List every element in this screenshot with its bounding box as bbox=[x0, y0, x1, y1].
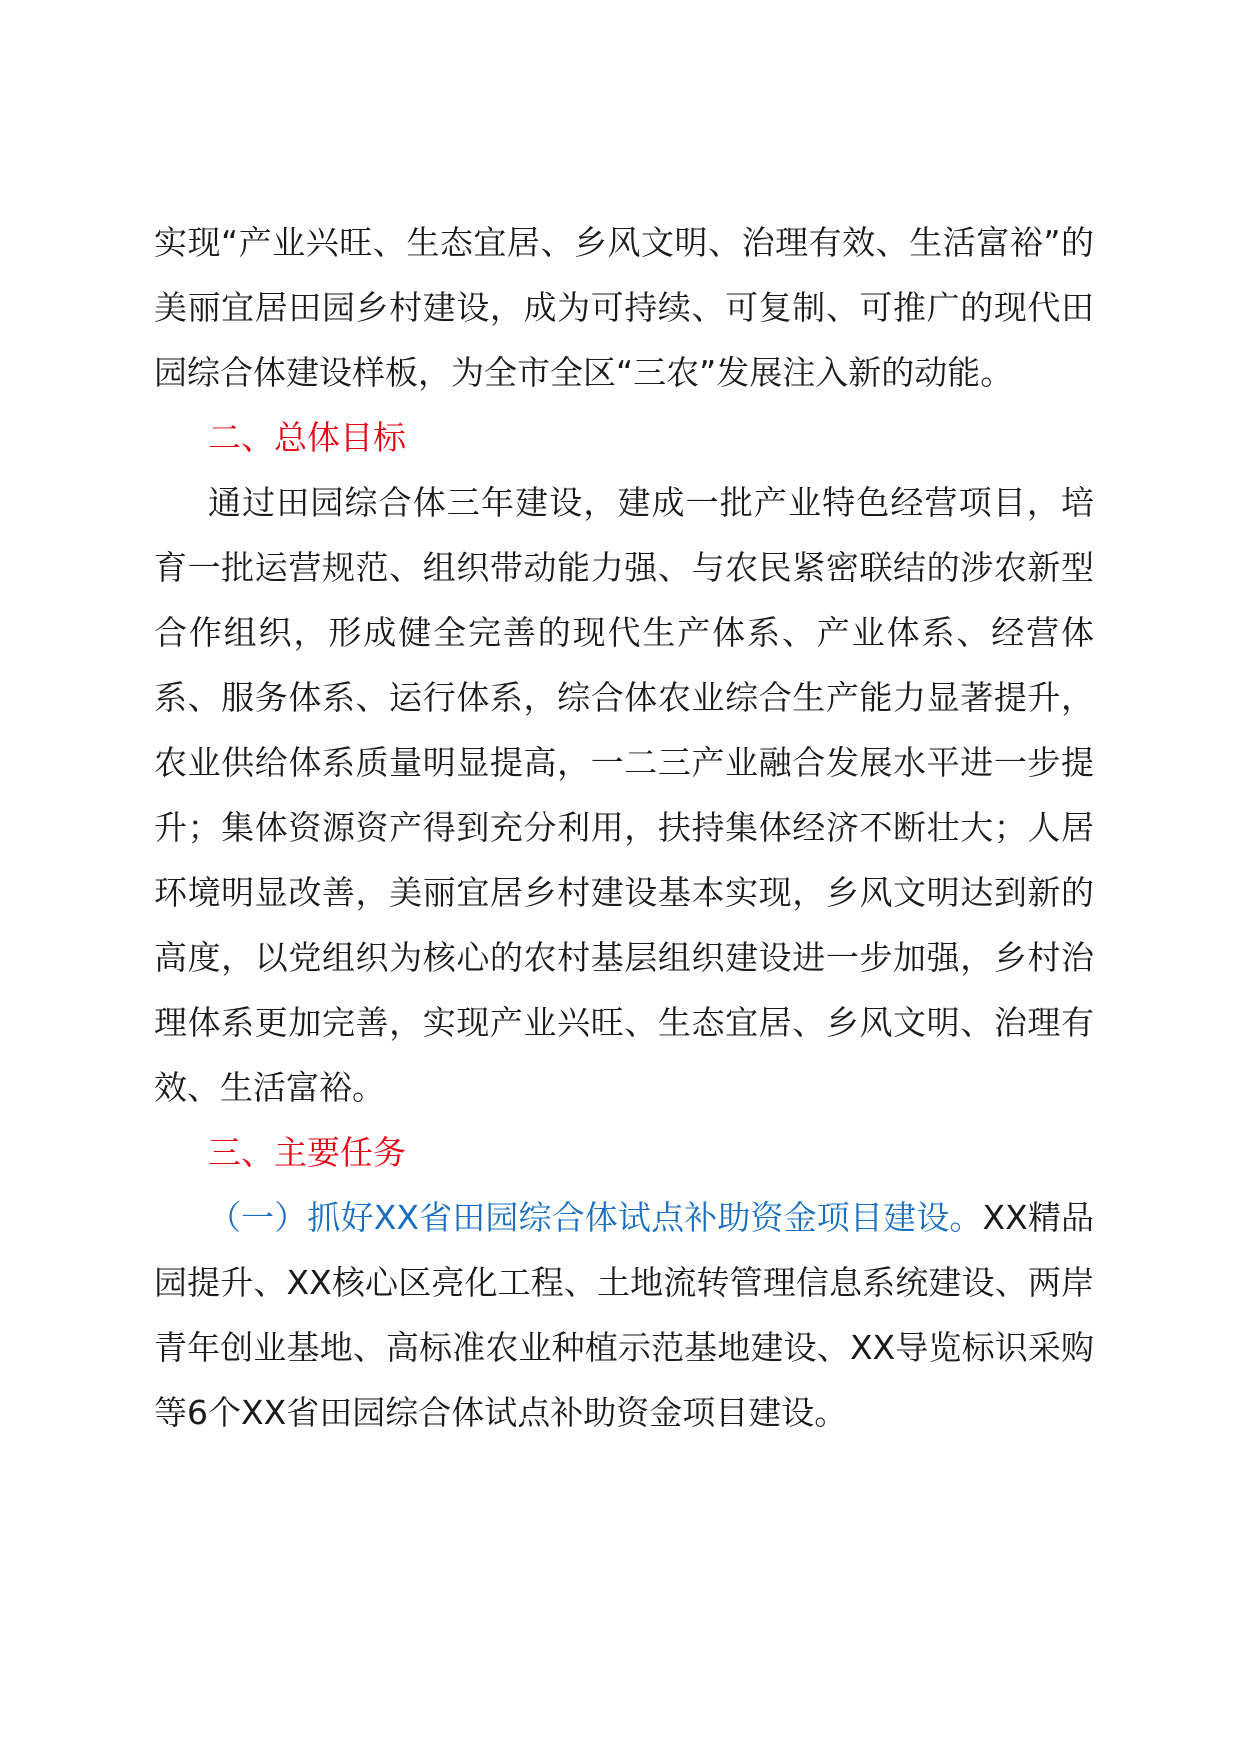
intro-paragraph: 实现“产业兴旺、生态宜居、乡风文明、治理有效、生活富裕”的美丽宜居田园乡村建设，成为可持续、可复制、可推广的现代田园综合体建设样板，为全市全区“三农”发展注入新的动能。 bbox=[154, 223, 1094, 392]
document-body bbox=[154, 210, 1094, 1445]
task-item-1-paragraph bbox=[154, 1185, 1094, 1445]
overall-goal-paragraph: 通过田园综合体三年建设，建成一批产业特色经营项目，培育一批运营规范、组织带动能力强、与农民紧密联结的涉农新型合作组织，形成健全完善的现代生产体系、产业体系、经营体系、服务体系、运行体系，综合体农业综合生产能力显著提升，农业供给体系质量明显提高，一二三产业融合发展水平进一步提升；集体资源资产得到充分利用，扶持集体经济不断壮大；人居环境明显改善，美丽宜居乡村建设基本实现，乡风文明达到新的高度，以党组织为核心的农村基层组织建设进一步加强，乡村治理体系更加完善，实现产业兴旺、生态宜居、乡风文明、治理有效、生活富裕。 bbox=[154, 483, 1094, 1107]
section-heading-overall-goal: 二、总体目标 bbox=[208, 418, 406, 457]
task-item-1-body: XX精品园提升、XX核心区亮化工程、土地流转管理信息系统建设、两岸青年创业基地、高标准农业种植示范基地建设、XX导览标识采购等6个XX省田园综合体试点补助资金项目建设。 bbox=[154, 1198, 1094, 1432]
section-heading-main-tasks: 三、主要任务 bbox=[208, 1133, 406, 1172]
task-item-1-title: （一）抓好XX省田园综合体试点补助资金项目建设。 bbox=[208, 1198, 983, 1237]
